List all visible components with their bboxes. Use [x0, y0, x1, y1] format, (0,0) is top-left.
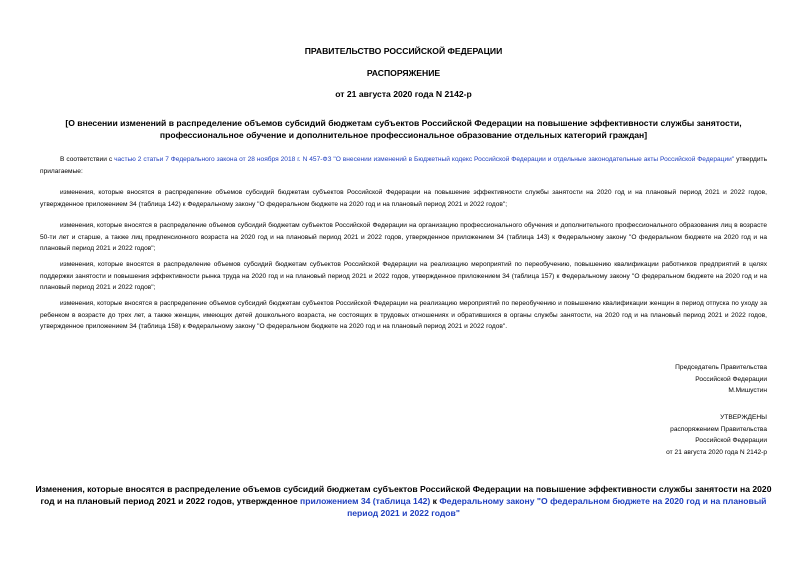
approval-block — [666, 412, 767, 458]
annex-title-to: к — [430, 496, 440, 506]
approval-by: распоряжением Правительства — [670, 425, 767, 433]
annex-34-table-142-link[interactable]: приложением 34 (таблица 142) — [300, 496, 431, 506]
annex-title — [30, 483, 777, 519]
signature-position: Председатель Правительства — [675, 364, 767, 371]
body-paragraph-change-142: изменения, которые вносятся в распределение объемов субсидий бюджетам субъектов Российской Федерации на повышение эффективности службы занятости на 2020 год и на плановый период 2021 и 2022 годов, утвержденное приложением 34 (таблица 142) к Федеральному закону "О федеральном бюджете на 2020 год и на плановый период 2021 и 2022 годов"; — [40, 189, 767, 208]
document-subject: [О внесении изменений в распределение объемов субсидий бюджетам субъектов Российской Федерации на повышение эффективности службы занятости, профессиональное обучение и дополнительное профессиональное образование отдельных категорий граждан] — [65, 118, 742, 140]
document-date-number: от 21 августа 2020 года N 2142-р — [335, 89, 472, 99]
approval-heading: УТВЕРЖДЕНЫ — [720, 414, 767, 421]
federal-law-457-link[interactable]: частью 2 статьи 7 Федерального закона от 28 ноября 2018 г. N 457-ФЗ "О внесении изменений в Бюджетный кодекс Российской Федерации и отдельные законодательные акты Российской Федерации" — [114, 156, 735, 163]
body-paragraph-change-143: изменения, которые вносятся в распределение объемов субсидий бюджетам субъектов Российской Федерации на организацию профессионального обучения и дополнительного профессионального образования лиц в возрасте 50-ти лет и старше, а также лиц предпенсионного возраста на 2020 год и на плановый период 2021 и 2022 годов, утвержденное приложением 34 (таблица 143) к Федеральному закону "О федеральном бюджете на 2020 год и на плановый период 2021 и 2022 годов"; — [40, 222, 767, 252]
federal-budget-law-link[interactable]: Федеральному закону "О федеральном бюджете на 2020 год и на плановый период 2021 и 2022 годов" — [347, 496, 767, 518]
approval-date-number: от 21 августа 2020 года N 2142-р — [666, 448, 767, 456]
body-paragraph-change-157: изменения, которые вносятся в распределение объемов субсидий бюджетам субъектов Российской Федерации на реализацию мероприятий по переобучению, повышению квалификации работников предприятий в целях поддержки занятости и повышения эффективности рынка труда на 2020 год и на плановый период 2021 и 2022 годов, утвержденное приложением 34 (таблица 157) к Федеральному закону "О федеральном бюджете на 2020 год и на плановый период 2021 и 2022 годов"; — [40, 261, 767, 291]
annex-title-text: Изменения, которые вносятся в распределение объемов субсидий бюджетам субъектов Российской Федерации на повышение эффективности службы занятости на 2020 год и на плановый период 2021 и 2022 годов, утвержденное — [35, 484, 772, 506]
signature-organization: Российской Федерации — [695, 375, 767, 383]
body-paragraph-change-158: изменения, которые вносятся в распределение объемов субсидий бюджетам субъектов Российской Федерации на реализацию мероприятий по переобучению и повышению квалификации женщин в период отпуска по уходу за ребенком в возрасте до трех лет, а также женщин, имеющих детей дошкольного возраста, не состоящих в трудовых отношениях и обратившихся в органы службы занятости, на 2020 год и на плановый период 2021 и 2022 годов, утвержденное приложением 34 (таблица 158) к Федеральному закону "О федеральном бюджете на 2020 год и на плановый период 2021 и 2022 годов". — [40, 300, 767, 330]
preamble-text-after: утвердить прилагаемые: — [40, 156, 768, 175]
signature-name: М.Мишустин — [728, 387, 767, 394]
government-heading: ПРАВИТЕЛЬСТВО РОССИЙСКОЙ ФЕДЕРАЦИИ — [304, 46, 503, 56]
document-type-heading: РАСПОРЯЖЕНИЕ — [366, 68, 441, 78]
preamble-text-before: В соответствии с — [60, 156, 115, 163]
body-paragraph-preamble — [40, 154, 767, 177]
approval-organization: Российской Федерации — [695, 437, 767, 444]
signature-block — [675, 362, 767, 397]
